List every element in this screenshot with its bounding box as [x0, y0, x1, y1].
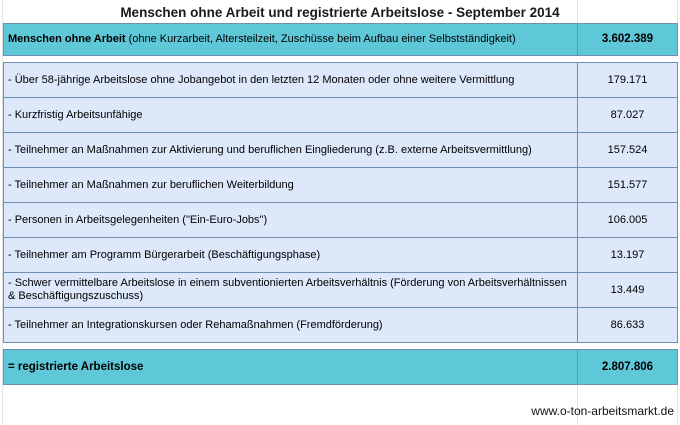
- table-row: [4, 98, 678, 133]
- row-value-cell[interactable]: 86.633: [578, 308, 678, 343]
- table-row: [4, 308, 678, 343]
- row-label-cell[interactable]: - Teilnehmer am Programm Bürgerarbeit (Beschäftigungsphase): [4, 238, 578, 273]
- header-label-rest: (ohne Kurzarbeit, Altersteilzeit, Zuschüsse beim Aufbau einer Selbstständigkeit): [125, 33, 516, 45]
- total-label-cell[interactable]: = registrierte Arbeitslose: [4, 350, 578, 385]
- data-table: [3, 23, 678, 385]
- spacer-row: [4, 343, 678, 350]
- total-row: [4, 350, 678, 385]
- table-row: [4, 238, 678, 273]
- row-label-cell[interactable]: - Über 58-jährige Arbeitslose ohne Jobangebot in den letzten 12 Monaten oder ohne weitere Vermittlung: [4, 63, 578, 98]
- table-row: [4, 168, 678, 203]
- row-value-cell[interactable]: 157.524: [578, 133, 678, 168]
- header-row: [4, 24, 678, 56]
- header-label-cell[interactable]: [4, 24, 578, 56]
- row-value-cell[interactable]: 179.171: [578, 63, 678, 98]
- row-value-cell[interactable]: 106.005: [578, 203, 678, 238]
- table-row: [4, 63, 678, 98]
- row-value-cell[interactable]: 87.027: [578, 98, 678, 133]
- table-row: [4, 133, 678, 168]
- row-label-cell[interactable]: - Teilnehmer an Maßnahmen zur Aktivierung und beruflichen Eingliederung (z.B. externe Arbeitsvermittlung): [4, 133, 578, 168]
- row-label-cell[interactable]: - Personen in Arbeitsgelegenheiten ("Ein-Euro-Jobs"): [4, 203, 578, 238]
- table-title: Menschen ohne Arbeit und registrierte Arbeitslose - September 2014: [120, 5, 560, 20]
- row-label-cell[interactable]: - Kurzfristig Arbeitsunfähige: [4, 98, 578, 133]
- row-value-cell[interactable]: 151.577: [578, 168, 678, 203]
- row-value-cell[interactable]: 13.197: [578, 238, 678, 273]
- total-value-cell[interactable]: 2.807.806: [578, 350, 678, 385]
- row-label-cell[interactable]: - Teilnehmer an Maßnahmen zur beruflichen Weiterbildung: [4, 168, 578, 203]
- row-value-cell[interactable]: 13.449: [578, 273, 678, 308]
- row-label-cell[interactable]: - Schwer vermittelbare Arbeitslose in einem subventionierten Arbeitsverhältnis (Förderung von Arbeitsverhältnissen & Beschäftigungszuschuss): [4, 273, 578, 308]
- header-label-bold: Menschen ohne Arbeit: [8, 33, 126, 45]
- source-footer: www.o-ton-arbeitsmarkt.de: [531, 404, 674, 418]
- table-row: [4, 203, 678, 238]
- spacer-row: [4, 56, 678, 63]
- header-value-cell[interactable]: 3.602.389: [578, 24, 678, 56]
- row-label-cell[interactable]: - Teilnehmer an Integrationskursen oder Rehamaßnahmen (Fremdförderung): [4, 308, 578, 343]
- table-row: [4, 273, 678, 308]
